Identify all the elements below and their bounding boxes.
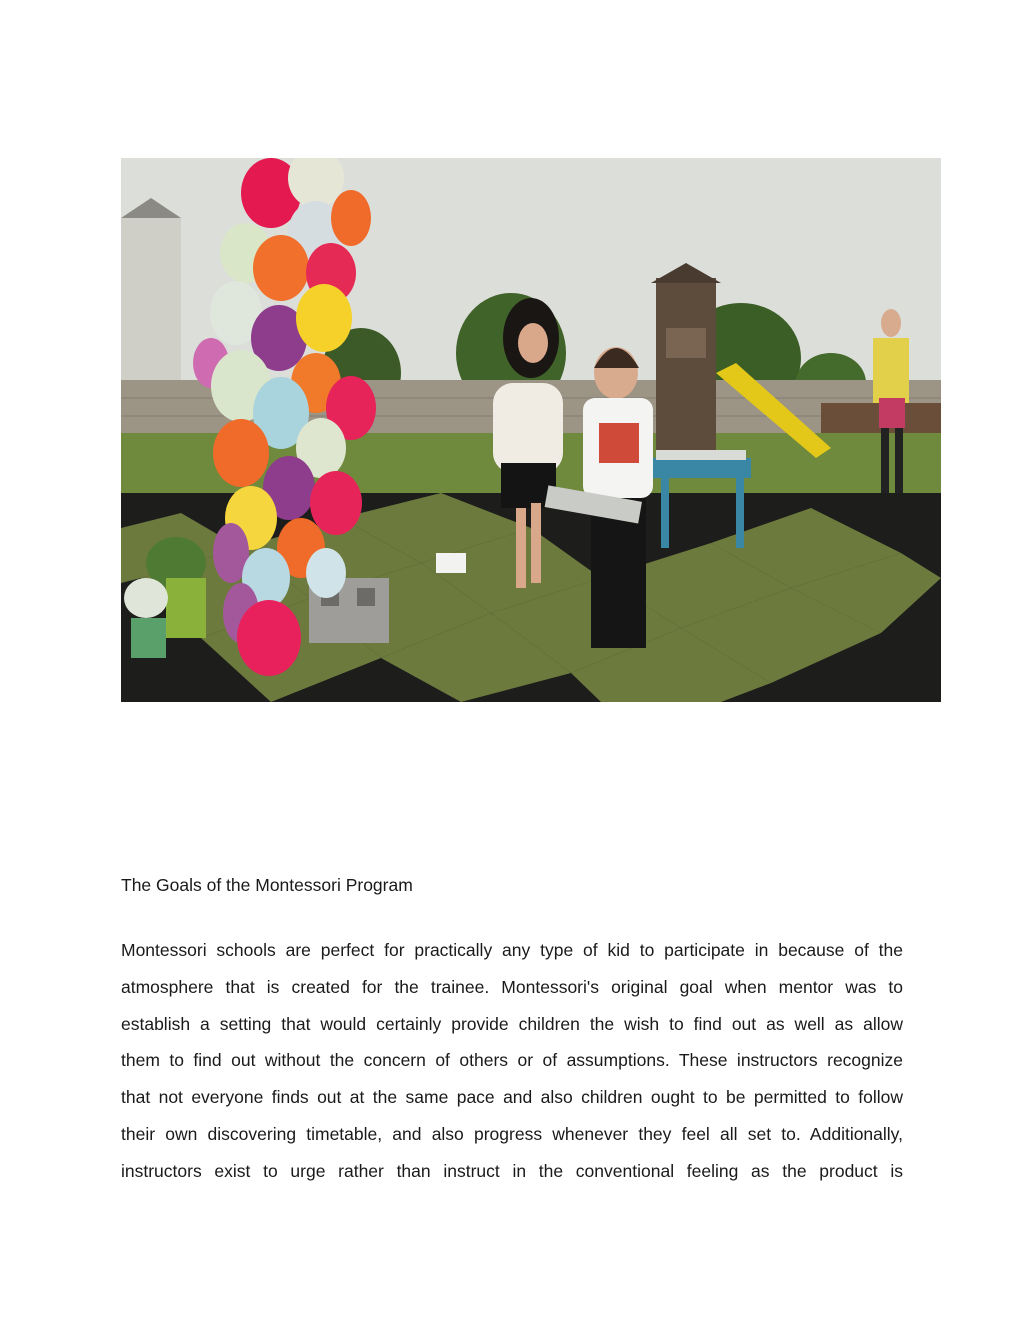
- paragraph-line: their own discovering timetable, and also progress whenever they feel all set to. Additionally,: [121, 1123, 903, 1144]
- paragraph-line: establish a setting that would certainly provide children the wish to find out as well as allow: [121, 1013, 903, 1034]
- paragraph-line: them to find out without the concern of others or of assumptions. These instructors recognize: [121, 1050, 903, 1071]
- paragraph-line: atmosphere that is created for the trainee. Montessori's original goal when mentor was to: [121, 976, 903, 997]
- article-paragraph: [121, 932, 903, 1190]
- photo-illustration: [121, 158, 941, 702]
- paragraph-line: Montessori schools are perfect for practically any type of kid to participate in because of the: [121, 940, 903, 960]
- photo-montessori-celebration: [121, 158, 941, 702]
- paragraph-line: instructors exist to urge rather than instruct in the conventional feeling as the product is: [121, 1160, 903, 1181]
- paragraph-line: that not everyone finds out at the same pace and also children ought to be permitted to follow: [121, 1087, 903, 1108]
- article-heading: The Goals of the Montessori Program: [121, 875, 413, 895]
